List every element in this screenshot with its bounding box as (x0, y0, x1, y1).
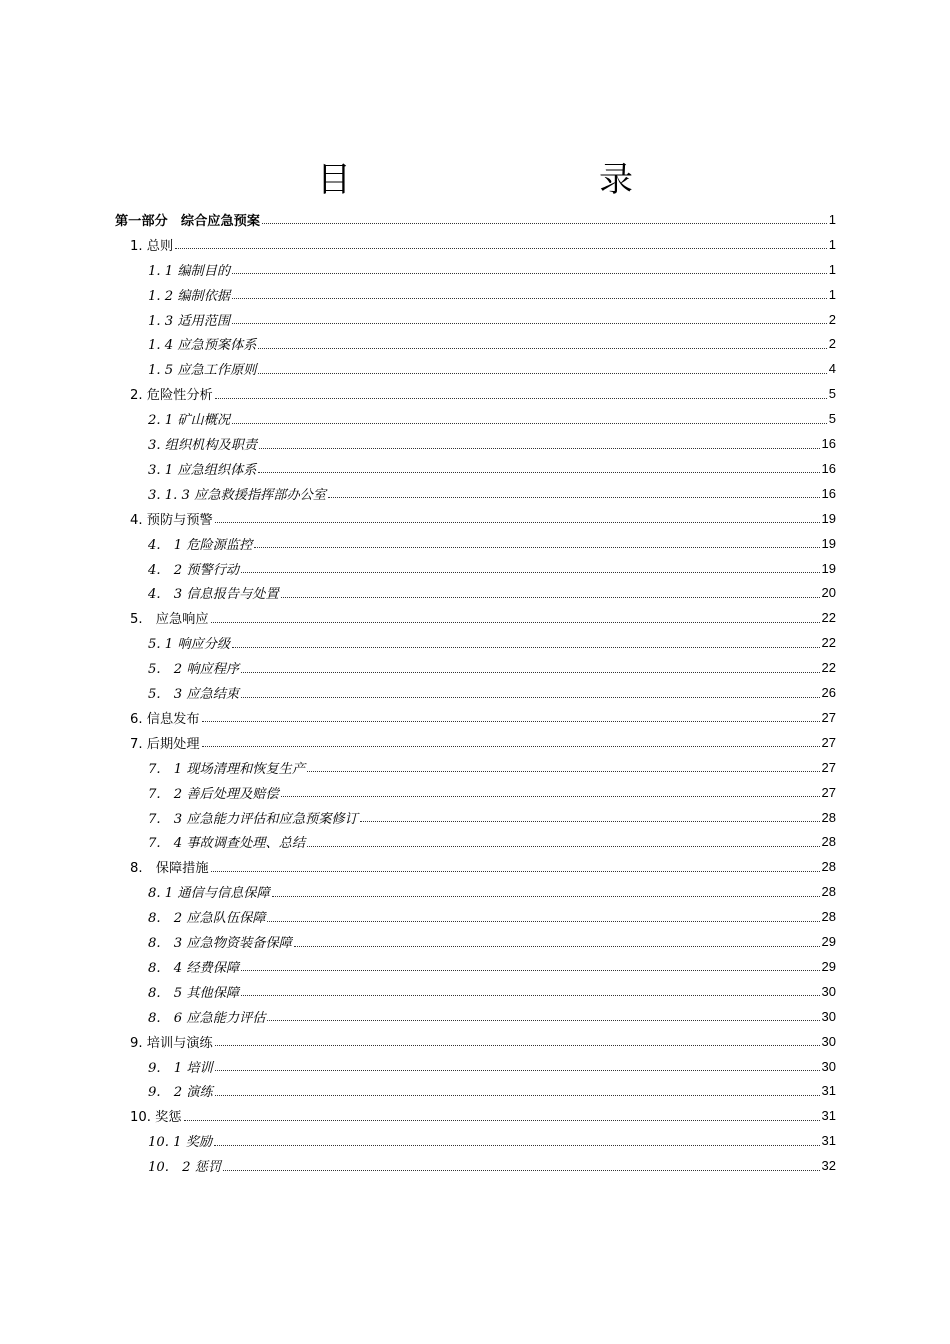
toc-dot-leader (214, 1144, 819, 1146)
toc-entry-label: 3. 1. 3 应急救援指挥部办公室 (148, 487, 327, 503)
toc-entry-page-number: 4 (828, 361, 836, 377)
toc-entry[interactable] (148, 356, 836, 381)
toc-entry[interactable] (115, 207, 836, 232)
toc-entry-page-number: 31 (821, 1108, 836, 1124)
toc-entry-page-number: 31 (821, 1083, 836, 1099)
toc-dot-leader (215, 521, 820, 523)
toc-entry-label: 7. 1 现场清理和恢复生产 (148, 761, 306, 777)
toc-entry[interactable] (148, 1153, 836, 1178)
toc-entry-page-number: 16 (821, 460, 836, 476)
toc-entry-page-number: 28 (821, 834, 836, 850)
toc-dot-leader (241, 994, 819, 996)
toc-dot-leader (202, 720, 820, 722)
toc-entry-page-number: 27 (821, 709, 836, 725)
toc-entry-label: 2. 1 矿山概况 (148, 413, 231, 429)
toc-entry-page-number: 27 (821, 734, 836, 750)
toc-dot-leader (267, 1019, 819, 1021)
toc-dot-leader (232, 646, 819, 648)
toc-entry-label: 7. 后期处理 (130, 736, 200, 752)
toc-entry-label: 5. 应急响应 (130, 612, 209, 628)
toc-dot-leader (215, 1044, 820, 1046)
toc-dot-leader (281, 795, 820, 797)
toc-entry[interactable] (148, 282, 836, 307)
toc-entry-label: 3. 组织机构及职责 (148, 438, 258, 454)
toc-entry-page-number: 31 (821, 1133, 836, 1149)
toc-entry-label: 1. 5 应急工作原则 (148, 363, 257, 379)
toc-entry[interactable] (130, 605, 836, 630)
toc-entry-page-number: 1 (828, 236, 836, 252)
toc-entry-label: 1. 总则 (130, 238, 174, 254)
toc-entry[interactable] (148, 630, 836, 655)
toc-dot-leader (360, 820, 820, 822)
toc-entry[interactable] (148, 879, 836, 904)
toc-entry[interactable] (130, 506, 836, 531)
toc-entry[interactable] (148, 805, 836, 830)
toc-dot-leader (267, 920, 819, 922)
toc-entry-label: 9. 2 演练 (148, 1085, 213, 1101)
toc-entry[interactable] (148, 332, 836, 357)
toc-entry-label: 9. 培训与演练 (130, 1035, 213, 1051)
toc-dot-leader (215, 397, 827, 399)
toc-entry-page-number: 16 (821, 436, 836, 452)
toc-entry-page-number: 2 (828, 311, 836, 327)
toc-entry[interactable] (148, 531, 836, 556)
toc-entry-label: 1. 3 适用范围 (148, 313, 231, 329)
toc-dot-leader (184, 1119, 820, 1121)
toc-entry-label: 4. 1 危险源监控 (148, 537, 253, 553)
toc-entry-label: 6. 信息发布 (130, 711, 200, 727)
toc-entry-label: 1. 4 应急预案体系 (148, 338, 257, 354)
toc-dot-leader (241, 969, 819, 971)
toc-dot-leader (258, 471, 819, 473)
toc-entry-page-number: 27 (821, 784, 836, 800)
toc-entry[interactable] (148, 904, 836, 929)
toc-entry-page-number: 28 (821, 884, 836, 900)
toc-entry[interactable] (148, 680, 836, 705)
toc-entry-page-number: 20 (821, 585, 836, 601)
toc-entry-label: 8. 6 应急能力评估 (148, 1010, 266, 1026)
toc-dot-leader (215, 1094, 820, 1096)
toc-entry[interactable] (148, 406, 836, 431)
toc-entry[interactable] (148, 257, 836, 282)
toc-entry-page-number: 5 (828, 411, 836, 427)
toc-entry-label: 8. 5 其他保障 (148, 985, 240, 1001)
toc-entry-page-number: 27 (821, 759, 836, 775)
toc-entry-page-number: 30 (821, 1058, 836, 1074)
toc-entry[interactable] (148, 1128, 836, 1153)
toc-entry-label: 10. 奖惩 (130, 1110, 182, 1126)
toc-dot-leader (232, 272, 827, 274)
toc-dot-leader (223, 1169, 819, 1171)
toc-entry-label: 8. 4 经费保障 (148, 960, 240, 976)
toc-dot-leader (232, 422, 827, 424)
toc-entry-page-number: 16 (821, 485, 836, 501)
toc-entry-page-number: 2 (828, 336, 836, 352)
toc-entry-page-number: 5 (828, 386, 836, 402)
toc-dot-leader (232, 297, 827, 299)
toc-entry[interactable] (148, 481, 836, 506)
toc-entry[interactable] (148, 830, 836, 855)
toc-dot-leader (254, 546, 819, 548)
toc-entry[interactable] (148, 655, 836, 680)
toc-entry-label: 5. 3 应急结束 (148, 687, 240, 703)
toc-entry-label: 7. 2 善后处理及赔偿 (148, 786, 279, 802)
toc-entry[interactable] (148, 1079, 836, 1104)
toc-dot-leader (241, 696, 819, 698)
toc-entry-page-number: 26 (821, 685, 836, 701)
toc-entry[interactable] (148, 307, 836, 332)
toc-entry[interactable] (130, 705, 836, 730)
toc-entry-page-number: 22 (821, 660, 836, 676)
toc-entry[interactable] (148, 1004, 836, 1029)
toc-entry[interactable] (130, 854, 836, 879)
toc-entry-label: 9. 1 培训 (148, 1060, 213, 1076)
toc-entry-label: 5. 2 响应程序 (148, 662, 240, 678)
toc-dot-leader (307, 770, 819, 772)
toc-entry[interactable] (148, 1054, 836, 1079)
toc-entry-page-number: 30 (821, 983, 836, 999)
toc-dot-leader (175, 247, 827, 249)
toc-entry-label: 7. 4 事故调查处理、总结 (148, 836, 306, 852)
toc-entry-label: 3. 1 应急组织体系 (148, 462, 257, 478)
toc-entry-label: 7. 3 应急能力评估和应急预案修订 (148, 811, 358, 827)
toc-entry-page-number: 28 (821, 909, 836, 925)
toc-entry[interactable] (130, 232, 836, 257)
toc-dot-leader (258, 372, 826, 374)
toc-entry-label: 4. 2 预警行动 (148, 562, 240, 578)
toc-entry-page-number: 1 (828, 211, 836, 227)
toc-entry-label: 4. 3 信息报告与处置 (148, 587, 279, 603)
toc-entry-label: 1. 1 编制目的 (148, 263, 231, 279)
toc-entry-page-number: 19 (821, 560, 836, 576)
page-title: 目 录 (317, 160, 693, 200)
toc-dot-leader (211, 621, 820, 623)
toc-entry-page-number: 1 (828, 286, 836, 302)
toc-entry-page-number: 1 (828, 261, 836, 277)
toc-entry-label: 8. 2 应急队伍保障 (148, 911, 266, 927)
toc-entry-label: 10. 2 惩罚 (148, 1160, 222, 1176)
toc-entry-label: 8. 1 通信与信息保障 (148, 886, 270, 902)
toc-entry-page-number: 32 (821, 1158, 836, 1174)
toc-entry-page-number: 19 (821, 535, 836, 551)
toc-entry-page-number: 29 (821, 958, 836, 974)
toc-entry[interactable] (148, 954, 836, 979)
toc-entry-label: 4. 预防与预警 (130, 512, 213, 528)
toc-dot-leader (294, 945, 820, 947)
toc-dot-leader (241, 671, 819, 673)
toc-entry-page-number: 19 (821, 510, 836, 526)
toc-entry-label: 8. 3 应急物资装备保障 (148, 936, 292, 952)
toc-dot-leader (262, 222, 827, 224)
toc-entry-label: 第一部分 综合应急预案 (115, 213, 261, 229)
toc-entry-page-number: 28 (821, 859, 836, 875)
toc-entry-page-number: 22 (821, 635, 836, 651)
toc-entry-page-number: 29 (821, 934, 836, 950)
toc-dot-leader (258, 347, 826, 349)
toc-entry-label: 5. 1 响应分级 (148, 637, 231, 653)
toc-dot-leader (272, 895, 820, 897)
toc-entry[interactable] (130, 1029, 836, 1054)
toc-dot-leader (211, 870, 820, 872)
toc-entry[interactable] (148, 581, 836, 606)
toc-entry[interactable] (148, 929, 836, 954)
toc-dot-leader (215, 1069, 820, 1071)
toc-entry[interactable] (148, 456, 836, 481)
toc-entry[interactable] (148, 431, 836, 456)
toc-dot-leader (281, 596, 820, 598)
toc-entry-label: 10. 1 奖励 (148, 1135, 213, 1151)
toc-entry-page-number: 22 (821, 610, 836, 626)
toc-entry[interactable] (148, 780, 836, 805)
toc-entry-label: 8. 保障措施 (130, 861, 209, 877)
toc-entry-label: 1. 2 编制依据 (148, 288, 231, 304)
toc-entry[interactable] (130, 730, 836, 755)
toc-entry[interactable] (148, 979, 836, 1004)
toc-dot-leader (202, 745, 820, 747)
toc-dot-leader (241, 571, 819, 573)
toc-dot-leader (307, 845, 819, 847)
toc-entry-label: 2. 危险性分析 (130, 388, 213, 404)
toc-entry[interactable] (148, 556, 836, 581)
toc-entry-page-number: 28 (821, 809, 836, 825)
toc-entry[interactable] (130, 381, 836, 406)
toc-entry[interactable] (148, 755, 836, 780)
toc-dot-leader (259, 447, 819, 449)
toc-entry[interactable] (130, 1103, 836, 1128)
toc-entry-page-number: 30 (821, 1033, 836, 1049)
toc-dot-leader (232, 322, 827, 324)
toc-dot-leader (328, 496, 820, 498)
toc-entry-page-number: 30 (821, 1008, 836, 1024)
